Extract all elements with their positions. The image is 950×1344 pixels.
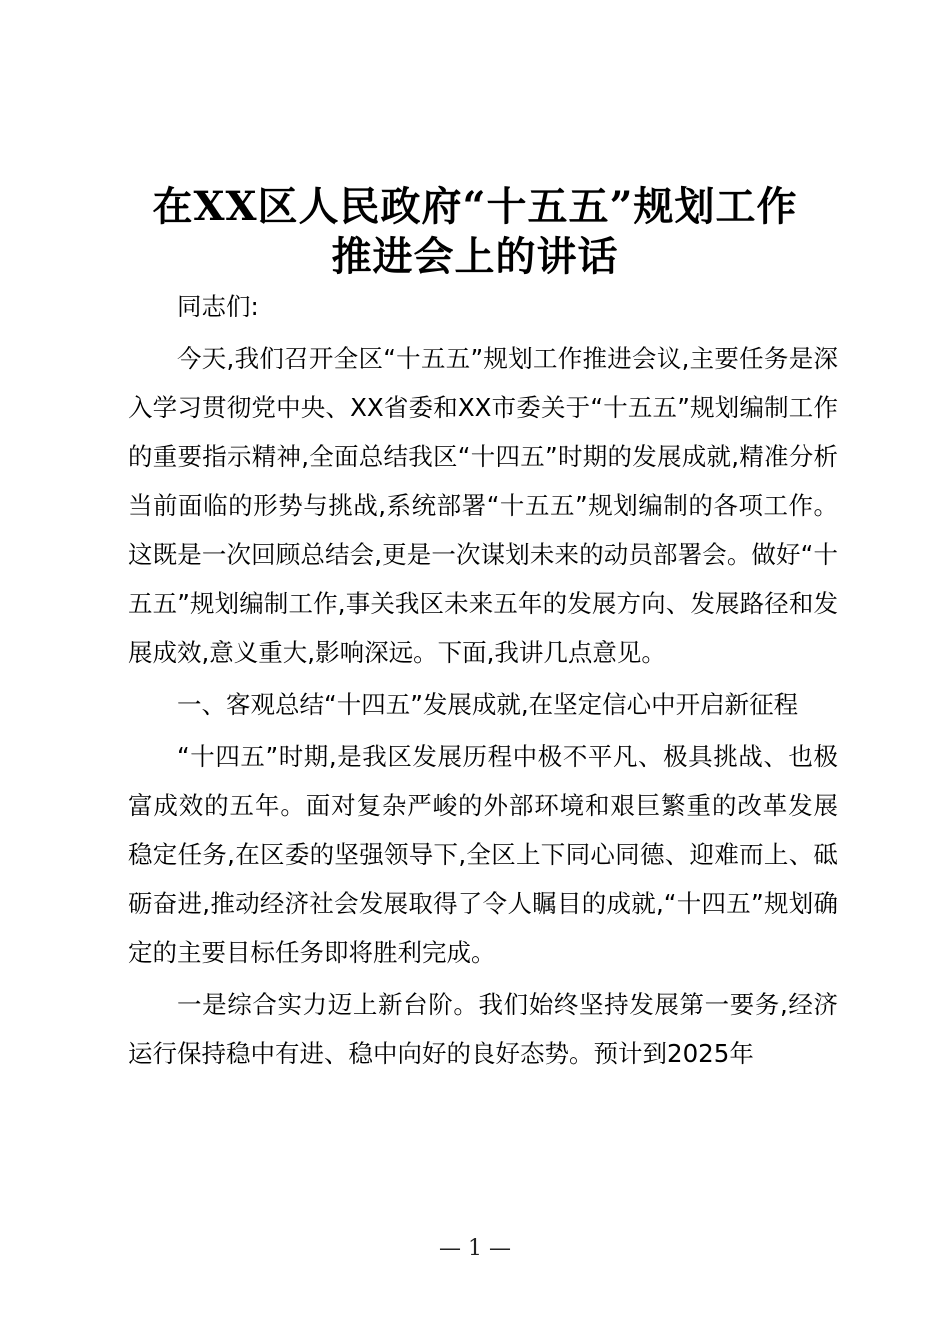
paragraph-achievements: “十四五”时期,是我区发展历程中极不平凡、极具挑战、也极富成效的五年。面对复杂严峻的外部环境和艰巨繁重的改革发展稳定任务,在区委的坚强领导下,全区上下同心同德、迎难而上、砥砺奋进,推动经济社会发展取得了令人瞩目的成就,“十四五”规划确定的主要目标任务即将胜利完成。 xyxy=(128,742,838,967)
paragraph-intro: 今天,我们召开全区“十五五”规划工作推进会议,主要任务是深入学习贯彻党中央、XX省委和XX市委关于“十五五”规划编制工作的重要指示精神,全面总结我区“十四五”时期的发展成就,精准分析当前面临的形势与挑战,系统部署“十五五”规划编制的各项工作。这既是一次回顾总结会,更是一次谋划未来的动员部署会。做好“十五五”规划编制工作,事关我区未来五年的发展方向、发展路径和发展成效,意义重大,影响深远。下面,我讲几点意见。 xyxy=(128,344,838,667)
page-number: — 1 — xyxy=(439,1236,511,1261)
paragraph-point-1: 一是综合实力迈上新台阶。我们始终坚持发展第一要务,经济运行保持稳中有进、稳中向好的良好态势。预计到2025年 xyxy=(128,990,838,1068)
title-line-1: 在XX区人民政府“十五五”规划工作 xyxy=(152,183,798,230)
title-line-2: 推进会上的讲话 xyxy=(331,233,619,280)
document-title xyxy=(100,182,850,282)
document-body xyxy=(128,282,838,1078)
salutation: 同志们: xyxy=(177,292,259,321)
section-heading-1: 一、客观总结“十四五”发展成就,在坚定信心中开启新征程 xyxy=(177,690,799,719)
